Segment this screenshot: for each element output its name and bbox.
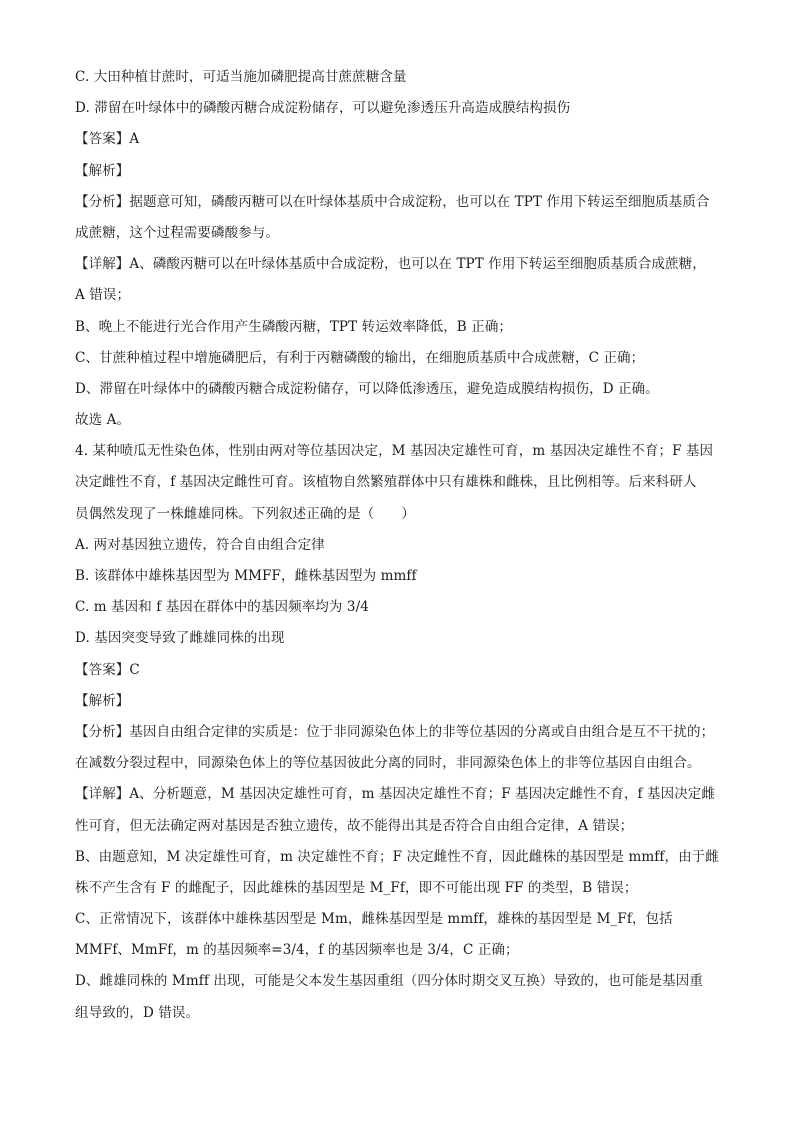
detail-line: MMFf、MmFf，m 的基因频率=3/4，f 的基因频率也是 3/4，C 正确； — [75, 942, 519, 959]
option-b-line: B. 该群体中雄株基因型为 MMFF，雌株基因型为 mmff — [75, 568, 417, 584]
option-d-line: D. 基因突变导致了雌雄同株的出现 — [75, 630, 285, 647]
choice-line: 故选 A。 — [75, 412, 131, 429]
analysis-heading: 【解析】 — [75, 162, 130, 179]
analysis-line: 在减数分裂过程中，同源染色体上的等位基因彼此分离的同时，非同源染色体上的非等位基因自由组合。 — [75, 755, 701, 772]
detail-line: D、滞留在叶绿体中的磷酸丙糖合成淀粉储存，可以降低渗透压，避免造成膜结构损伤，D 正确。 — [75, 380, 659, 397]
detail-line: 【详解】A、分析题意，M 基因决定雄性可育，m 基因决定雄性不育；F 基因决定雌性不育，f 基因决定雌 — [75, 786, 716, 803]
analysis-line: 【分析】据题意可知，磷酸丙糖可以在叶绿体基质中合成淀粉，也可以在 TPT 作用下转运至细胞质基质合 — [75, 193, 710, 210]
analysis-line: 成蔗糖，这个过程需要磷酸参与。 — [75, 224, 279, 241]
option-c-line: C. m 基因和 f 基因在群体中的基因频率均为 3/4 — [75, 599, 369, 616]
detail-line: C、甘蔗种植过程中增施磷肥后，有利于丙糖磷酸的输出，在细胞质基质中合成蔗糖，C 正确； — [75, 349, 645, 366]
detail-line: C、正常情况下，该群体中雄株基因型是 Mm，雌株基因型是 mmff，雄株的基因型是 M_Ff，包括 — [75, 911, 673, 928]
question-4-stem: 决定雌性不育，f 基因决定雌性可育。该植物自然繁殖群体中只有雄株和雌株，且比例相等。后来科研人 — [75, 474, 697, 491]
detail-line: A 错误； — [75, 287, 131, 304]
analysis-heading: 【解析】 — [75, 692, 130, 709]
answer-line: 【答案】A — [75, 131, 140, 148]
option-d-line: D. 滞留在叶绿体中的磷酸丙糖合成淀粉储存，可以避免渗透压升高造成膜结构损伤 — [75, 100, 571, 117]
detail-line: 组导致的，D 错误。 — [75, 1004, 200, 1021]
detail-line: 株不产生含有 F 的雌配子，因此雄株的基因型是 M_Ff，即不可能出现 FF 的类型，B 错误； — [75, 879, 638, 896]
detail-line: B、晚上不能进行光合作用产生磷酸丙糖，TPT 转运效率降低，B 正确； — [75, 318, 513, 335]
analysis-line: 【分析】基因自由组合定律的实质是：位于非同源染色体上的非等位基因的分离或自由组合是互不干扰的； — [75, 723, 715, 740]
question-4-stem: 4. 某种喷瓜无性染色体，性别由两对等位基因决定，M 基因决定雄性可育，m 基因决定雄性不育；F 基因 — [75, 443, 714, 460]
detail-line: 性可育，但无法确定两对基因是否独立遗传，故不能得出其是否符合自由组合定律，A 错误； — [75, 817, 634, 834]
detail-line: 【详解】A、磷酸丙糖可以在叶绿体基质中合成淀粉，也可以在 TPT 作用下转运至细胞质基质合成蔗糖， — [75, 256, 706, 273]
answer-line: 【答案】C — [75, 661, 140, 678]
question-4-stem: 员偶然发现了一株雌雄同株。下列叙述正确的是（ ） — [75, 505, 415, 522]
option-c-line: C. 大田种植甘蔗时，可适当施加磷肥提高甘蔗蔗糖含量 — [75, 69, 407, 85]
detail-line: B、由题意知，M 决定雄性可育，m 决定雄性不育；F 决定雌性不育，因此雌株的基因型是 mmff，由于雌 — [75, 848, 719, 865]
option-a-line: A. 两对基因独立遗传，符合自由组合定律 — [75, 536, 325, 553]
detail-line: D、雌雄同株的 Mmff 出现，可能是父本发生基因重组（四分体时期交叉互换）导致的，也可能是基因重 — [75, 973, 703, 990]
